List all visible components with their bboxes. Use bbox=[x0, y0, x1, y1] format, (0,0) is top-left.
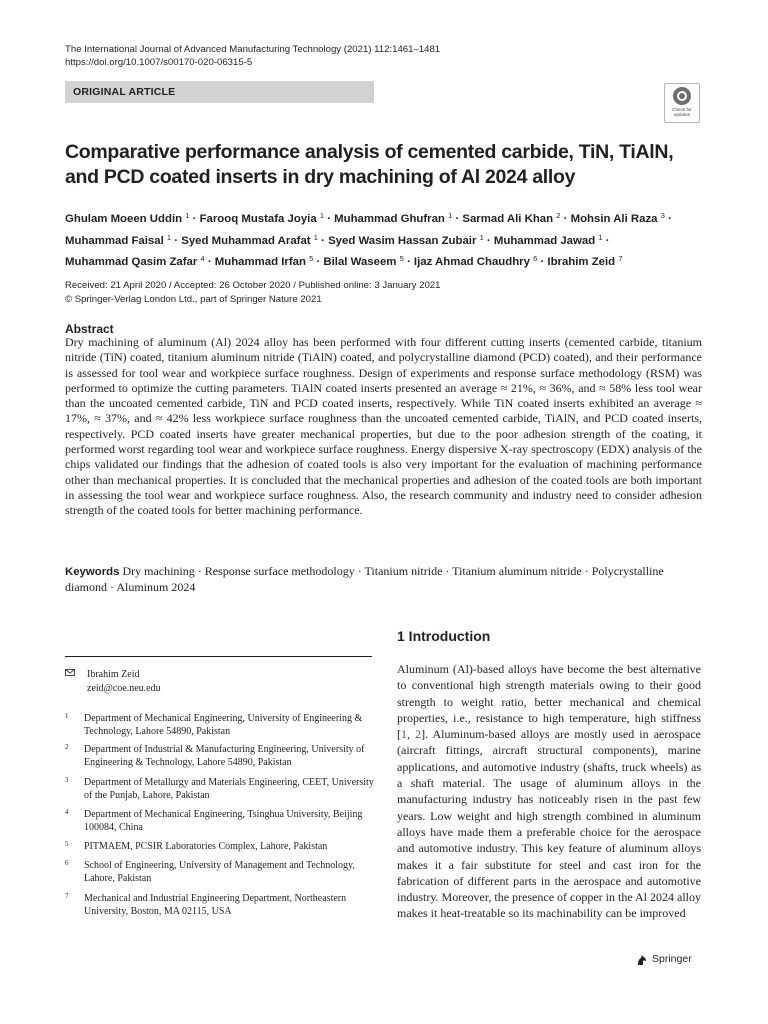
affiliation-number: 7 bbox=[65, 892, 69, 900]
author-affiliation-sup: 1 bbox=[185, 211, 190, 220]
author-name[interactable]: Muhammad Ghufran bbox=[334, 213, 445, 225]
title-line-2: and PCD coated inserts in dry machining of Al 2024 alloy bbox=[65, 166, 576, 188]
author-separator: · bbox=[563, 213, 568, 225]
author-separator: · bbox=[192, 213, 197, 225]
author-affiliation-sup: 1 bbox=[319, 211, 324, 220]
author-name[interactable]: Ijaz Ahmad Chaudhry bbox=[413, 256, 530, 268]
author-affiliation-sup: 6 bbox=[533, 254, 538, 263]
affiliation-3 bbox=[65, 776, 375, 804]
author-name[interactable]: Muhammad Irfan bbox=[214, 256, 306, 268]
affiliation-number: 3 bbox=[65, 776, 69, 784]
author-separator: · bbox=[540, 256, 545, 268]
affiliation-number: 4 bbox=[65, 808, 69, 816]
author-name[interactable]: Muhammad Jawad bbox=[493, 234, 596, 247]
affiliation-text: Department of Industrial & Manufacturing Engineering, University of Engineering & Technology, Lahore 54890, Pakistan bbox=[84, 744, 365, 769]
title-line-1: Comparative performance analysis of cemented carbide, TiN, TiAlN, bbox=[65, 141, 674, 163]
affiliation-number: 2 bbox=[65, 743, 69, 751]
author-name[interactable]: Sarmad Ali Khan bbox=[462, 213, 554, 225]
author-separator: · bbox=[455, 213, 460, 225]
affiliation-number: 1 bbox=[65, 712, 69, 720]
author-separator: · bbox=[207, 256, 212, 268]
author-affiliation-sup: 5 bbox=[399, 254, 404, 263]
author-separator: · bbox=[605, 234, 610, 247]
publication-dates bbox=[65, 279, 715, 306]
keywords-list: Dry machining · Response surface methodology · Titanium nitride · Titanium aluminum nitride · Polycrystalline diamond · Aluminum 2024 bbox=[65, 564, 664, 595]
author-affiliation-sup: 1 bbox=[166, 232, 172, 242]
journal-citation: The International Journal of Advanced Manufacturing Technology (2021) 112:1461–1481 bbox=[65, 44, 441, 55]
author-affiliation-sup: 1 bbox=[598, 232, 603, 242]
author-separator: · bbox=[174, 234, 179, 247]
contact-email[interactable]: zeid@coe.neu.edu bbox=[87, 683, 161, 694]
affiliation-text: School of Engineering, University of Management and Technology, Lahore, Pakistan bbox=[84, 860, 355, 885]
author-separator: · bbox=[668, 213, 672, 225]
affiliation-2 bbox=[65, 743, 375, 771]
author-name[interactable]: Syed Wasim Hassan Zubair bbox=[328, 234, 477, 247]
article-type-band: ORIGINAL ARTICLE bbox=[65, 81, 374, 103]
paper-title bbox=[65, 140, 705, 190]
author-separator: · bbox=[406, 256, 411, 268]
keywords-label: Keywords bbox=[65, 566, 120, 578]
affiliation-text: Department of Metallurgy and Materials Engineering, CEET, University of the Punjab, Lahore, Pakistan bbox=[84, 777, 374, 802]
springer-wordmark: Springer bbox=[652, 953, 692, 965]
envelope-icon bbox=[65, 669, 75, 676]
affiliation-1 bbox=[65, 712, 375, 740]
check-for-updates-badge[interactable] bbox=[664, 83, 700, 123]
author-affiliation-sup: 2 bbox=[556, 211, 561, 220]
citation-separator: , bbox=[407, 727, 416, 742]
affiliation-text: PITMAEM, PCSIR Laboratories Complex, Lahore, Pakistan bbox=[84, 841, 328, 852]
section-heading-introduction: 1 Introduction bbox=[397, 628, 491, 644]
doi-link[interactable]: https://doi.org/10.1007/s00170-020-06315-5 bbox=[65, 57, 253, 68]
author-line-3 bbox=[65, 250, 715, 272]
affiliation-text: Mechanical and Industrial Engineering Department, Northeastern University, Boston, MA 02115, USA bbox=[84, 893, 347, 918]
author-separator: · bbox=[321, 234, 325, 247]
affiliation-6 bbox=[65, 859, 375, 887]
intro-text-part2: ]. Aluminum-based alloys are mostly used in aerospace (aircraft fittings, aircraft structural components), marine applications, and automotive industry (shafts, truck wheels) as a shaft material. The usage of aluminum alloys in the manufacturing industry has noticeably risen in the past few years. Low weight and high strength combined in aluminum alloys have made them a preferable choice for the aerospace and automotive industry. This key feature of aluminum alloys makes it a fair substitute for steel and cast iron for the fabrication of different parts in the aerospace and automotive industry. Moreover, the presence of copper in the Al 2024 alloy makes it heat-treatable so its machinability can be improved bbox=[397, 727, 702, 921]
author-line-1 bbox=[65, 207, 715, 229]
abstract-text: Dry machining of aluminum (Al) 2024 alloy has been performed with four different cutting inserts (cemented carbide, titanium nitride (TiN) coated, titanium aluminum nitride (TiAlN) coated, and polycrystalline diamond (PCD) coated), and their performance is assessed for tool wear and workpiece surface roughness. Design of experiments and response surface methodology (RSM) was performed to optimize the cutting parameters. TiAlN coated inserts presented an average ≈ 21%, ≈ 36%, and ≈ 58% less tool wear than the uncoated cemented carbide, TiN and PCD coated inserts, respectively. While TiN coated inserts exhibited an average ≈ 17%, ≈ 37%, and ≈ 42% less workpiece surface roughness than the uncoated cemented carbide, TiAlN, and PCD coated inserts, respectively. PCD coated inserts have greater mechanical properties, but due to the poor adhesion strength of the coating, it performed worst regarding tool wear and workpiece surface roughness. Energy dispersive X-ray spectroscopy (EDX) analysis of the chips validated our findings that the adhesion of coated tools is also very important for the evaluation of machining performance other than mechanical properties. It is concluded that the mechanical properties and adhesion of the coated tools are both important in assessing the tool wear and workpiece surface roughness. Also, the research community and industry need to consider adhesion strength of the coated tools for better machining performance. bbox=[65, 335, 702, 518]
author-name[interactable]: Muhammad Faisal bbox=[65, 234, 164, 247]
affiliation-7 bbox=[65, 892, 375, 920]
affiliation-number: 5 bbox=[65, 840, 69, 848]
author-name[interactable]: Ghulam Moeen Uddin bbox=[65, 213, 183, 225]
author-affiliation-sup: 1 bbox=[448, 211, 453, 220]
author-affiliation-sup: 7 bbox=[618, 254, 623, 263]
affiliation-5 bbox=[65, 840, 375, 854]
author-name[interactable]: Ibrahim Zeid bbox=[547, 256, 616, 268]
citation-link[interactable]: 1 bbox=[401, 727, 407, 742]
author-name[interactable]: Mohsin Ali Raza bbox=[570, 213, 658, 225]
author-affiliation-sup: 1 bbox=[479, 232, 484, 242]
author-separator: · bbox=[327, 213, 331, 225]
author-separator: · bbox=[486, 234, 491, 247]
introduction-text bbox=[397, 661, 701, 922]
affiliation-4 bbox=[65, 808, 375, 836]
author-name[interactable]: Syed Muhammad Arafat bbox=[181, 234, 311, 247]
author-affiliation-sup: 3 bbox=[660, 211, 665, 220]
author-list bbox=[65, 207, 715, 272]
check-for-updates-label: Check for updates bbox=[672, 107, 692, 117]
received-accepted-published: Received: 21 April 2020 / Accepted: 26 October 2020 / Published online: 3 January 2021 bbox=[65, 280, 441, 291]
contact-name: Ibrahim Zeid bbox=[87, 669, 140, 680]
author-name[interactable]: Bilal Waseem bbox=[323, 256, 397, 268]
keywords bbox=[65, 564, 705, 596]
author-separator: · bbox=[316, 256, 321, 268]
author-line-2 bbox=[65, 229, 715, 251]
affiliation-text: Department of Mechanical Engineering, Tsinghua University, Beijing 100084, China bbox=[84, 809, 363, 834]
author-name[interactable]: Farooq Mustafa Joyia bbox=[199, 213, 317, 225]
author-affiliation-sup: 1 bbox=[313, 232, 318, 242]
check-for-updates-icon bbox=[673, 87, 691, 105]
footnote-divider bbox=[65, 656, 372, 657]
citation-link[interactable]: 2 bbox=[415, 727, 422, 742]
intro-text-part1: Aluminum (Al)-based alloys have become the best alternative to conventional high strength materials owing to their good strength to weight ratio, better mechanical and chemical properties, i.e., resistance to high temperature, high stiffness [ bbox=[397, 662, 701, 742]
abstract-heading: Abstract bbox=[65, 322, 114, 336]
author-affiliation-sup: 4 bbox=[200, 254, 205, 263]
author-name[interactable]: Muhammad Qasim Zafar bbox=[65, 256, 198, 268]
springer-horse-icon bbox=[636, 954, 648, 966]
author-affiliation-sup: 5 bbox=[309, 254, 314, 263]
affiliation-text: Department of Mechanical Engineering, University of Engineering & Technology, Lahore 54890, Pakistan bbox=[84, 713, 363, 738]
affiliation-number: 6 bbox=[65, 859, 69, 867]
copyright-line: © Springer-Verlag London Ltd., part of Springer Nature 2021 bbox=[65, 293, 322, 305]
